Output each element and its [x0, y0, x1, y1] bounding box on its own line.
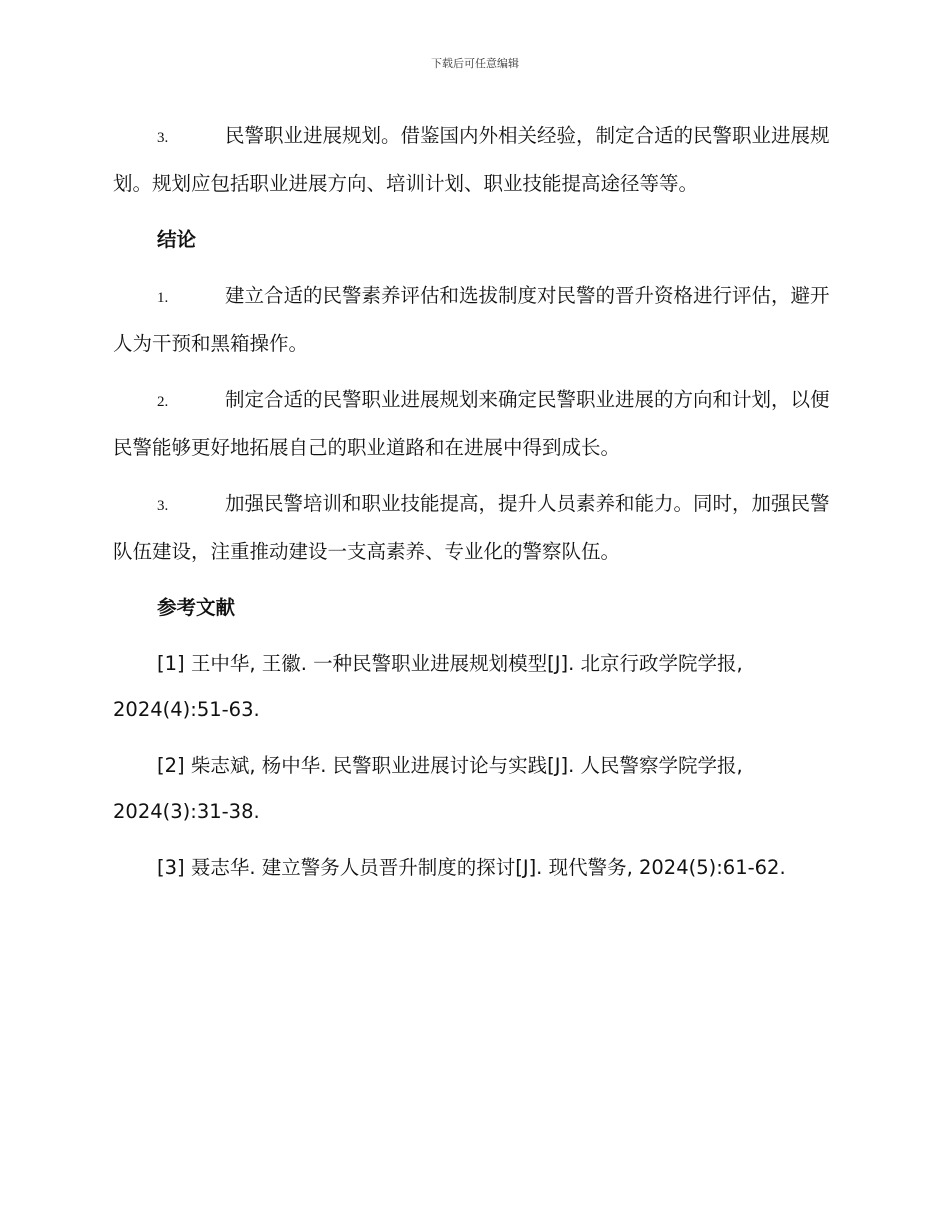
item-text: 民警职业进展规划。借鉴国内外相关经验，制定合适的民警职业进展规划。规划应包括职业进展方向、培训计划、职业技能提高途径等等。	[113, 124, 830, 195]
reference-text: [1] 王中华, 王徽. 一种民警职业进展规划模型[J]. 北京行政学院学报, 2024(4):51-63.	[113, 652, 743, 721]
item-text: 建立合适的民警素养评估和选拔制度对民警的晋升资格进行评估，避开人为干预和黑箱操作。	[113, 284, 830, 355]
conclusion-item	[113, 481, 838, 575]
item-text: 加强民警培训和职业技能提高，提升人员素养和能力。同时，加强民警队伍建设，注重推动建设一支高素养、专业化的警察队伍。	[113, 492, 830, 563]
reference-entry	[113, 641, 838, 733]
item-number: 1.	[157, 290, 169, 306]
conclusion-item	[113, 377, 838, 471]
reference-text: [2] 柴志斌, 杨中华. 民警职业进展讨论与实践[J]. 人民警察学院学报, 2024(3):31-38.	[113, 754, 743, 823]
conclusion-heading: 结论	[157, 228, 197, 251]
item-number: 3.	[157, 130, 169, 146]
references-heading: 参考文献	[157, 596, 236, 619]
item-number: 3.	[157, 498, 169, 514]
reference-entry	[113, 743, 838, 835]
document-body	[113, 113, 838, 901]
reference-text: [3] 聂志华. 建立警务人员晋升制度的探讨[J]. 现代警务, 2024(5):61-62.	[157, 856, 786, 879]
item-text: 制定合适的民警职业进展规划来确定民警职业进展的方向和计划，以便民警能够更好地拓展自己的职业道路和在进展中得到成长。	[113, 388, 830, 459]
page-header-note: 下载后可任意编辑	[431, 57, 519, 70]
reference-entry	[113, 845, 838, 891]
item-number: 2.	[157, 394, 169, 410]
planning-item	[113, 113, 838, 207]
conclusion-item	[113, 273, 838, 367]
